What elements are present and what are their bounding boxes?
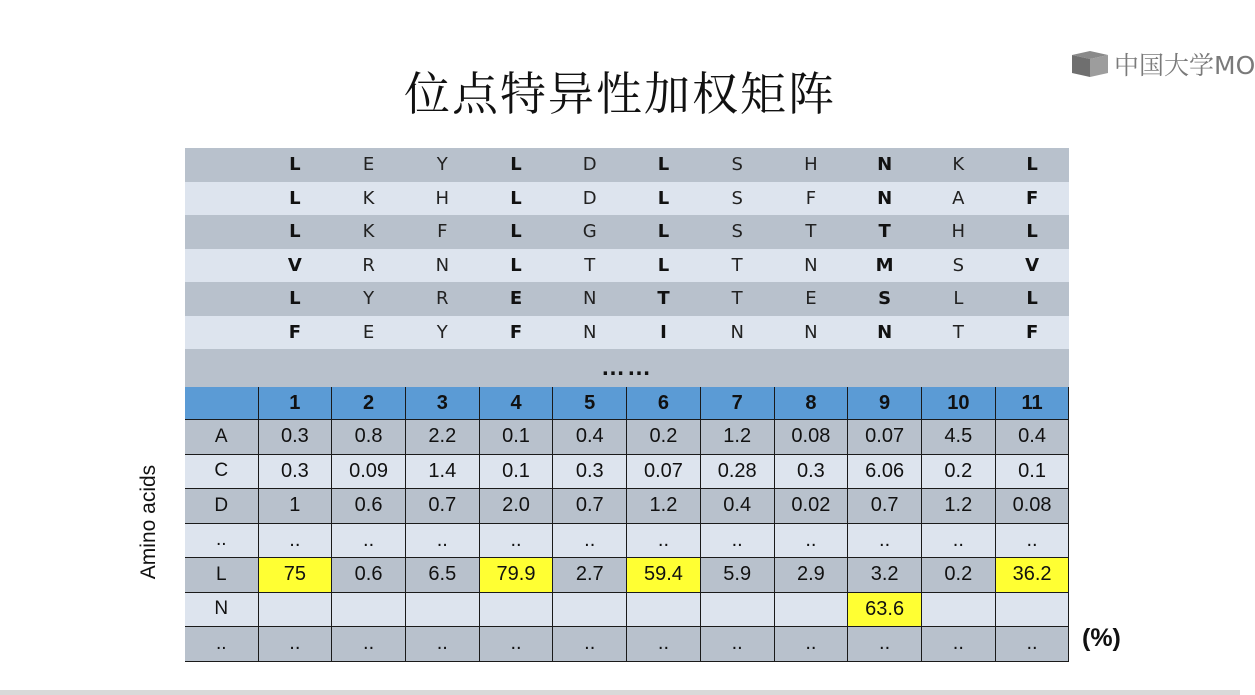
- sequence-residue: L: [479, 249, 553, 283]
- matrix-cell: 0.09: [332, 454, 406, 489]
- sequence-residue: N: [848, 182, 922, 216]
- sequence-residue: N: [774, 316, 848, 350]
- position-header: 7: [700, 387, 774, 420]
- sequence-row: [185, 215, 1069, 249]
- sequence-residue: T: [627, 282, 701, 316]
- sequence-residue: T: [553, 249, 627, 283]
- matrix-cell: ..: [774, 523, 848, 558]
- matrix-cell: 0.4: [553, 420, 627, 455]
- matrix-cell: 0.6: [332, 489, 406, 524]
- matrix-cell: ..: [258, 523, 332, 558]
- sequence-residue: L: [627, 182, 701, 216]
- mooc-logo-icon: [1070, 49, 1110, 79]
- sequence-residue: Y: [332, 282, 406, 316]
- matrix-cell: 4.5: [921, 420, 995, 455]
- matrix-cell: 0.6: [332, 558, 406, 593]
- matrix-cell: 0.3: [774, 454, 848, 489]
- matrix-cell: 6.06: [848, 454, 922, 489]
- matrix-cell: ..: [479, 523, 553, 558]
- matrix-row: [185, 523, 1069, 558]
- sequence-row-spacer: [185, 249, 258, 283]
- matrix-cell: 63.6: [848, 592, 922, 627]
- matrix-cell: 0.1: [995, 454, 1069, 489]
- amino-acid-label: L: [185, 558, 258, 593]
- weight-matrix: [185, 387, 1069, 662]
- sequence-residue: R: [332, 249, 406, 283]
- position-header: 2: [332, 387, 406, 420]
- sequence-residue: L: [995, 215, 1069, 249]
- matrix-cell: ..: [627, 523, 701, 558]
- matrix-cell: 0.2: [921, 558, 995, 593]
- sequence-row: [185, 249, 1069, 283]
- sequence-residue: N: [848, 148, 922, 182]
- sequence-residue: V: [995, 249, 1069, 283]
- matrix-cell: 2.2: [405, 420, 479, 455]
- matrix-cell: 79.9: [479, 558, 553, 593]
- sequence-residue: L: [995, 282, 1069, 316]
- sequence-residue: T: [774, 215, 848, 249]
- sequence-row: [185, 148, 1069, 182]
- matrix-cell: 5.9: [700, 558, 774, 593]
- sequence-residue: K: [332, 215, 406, 249]
- sequence-residue: L: [258, 182, 332, 216]
- position-header: 4: [479, 387, 553, 420]
- matrix-cell: 0.1: [479, 420, 553, 455]
- matrix-cell: 0.07: [848, 420, 922, 455]
- sequence-residue: L: [627, 249, 701, 283]
- sequence-residue: H: [921, 215, 995, 249]
- matrix-cell: 0.3: [258, 454, 332, 489]
- sequence-residue: L: [258, 282, 332, 316]
- sequence-residue: F: [995, 316, 1069, 350]
- sequence-residue: L: [479, 182, 553, 216]
- sequence-residue: E: [332, 148, 406, 182]
- matrix-cell: 2.9: [774, 558, 848, 593]
- slide-title: 位点特异性加权矩阵: [404, 67, 836, 121]
- sequence-residue: D: [553, 182, 627, 216]
- sequence-row: [185, 282, 1069, 316]
- matrix-cell: 0.3: [553, 454, 627, 489]
- sequence-residue: L: [627, 215, 701, 249]
- matrix-cell: 0.28: [700, 454, 774, 489]
- matrix-cell: 1: [258, 489, 332, 524]
- matrix-cell: 3.2: [848, 558, 922, 593]
- matrix-cell: 0.02: [774, 489, 848, 524]
- amino-acid-label: C: [185, 454, 258, 489]
- matrix-cell: 0.7: [553, 489, 627, 524]
- matrix-row: [185, 489, 1069, 524]
- sequence-row-spacer: [185, 148, 258, 182]
- matrix-cell: 2.0: [479, 489, 553, 524]
- sequence-residue: N: [405, 249, 479, 283]
- sequence-residue: N: [848, 316, 922, 350]
- matrix-cell: 0.08: [995, 489, 1069, 524]
- matrix-cell: [921, 592, 995, 627]
- y-axis-label: Amino acids: [137, 464, 161, 580]
- bottom-band: [0, 690, 1240, 695]
- matrix-cell: ..: [921, 627, 995, 662]
- sequence-residue: L: [258, 215, 332, 249]
- matrix-cell: 0.8: [332, 420, 406, 455]
- sequence-residue: F: [479, 316, 553, 350]
- sequence-residue: L: [479, 148, 553, 182]
- matrix-cell: ..: [774, 627, 848, 662]
- sequence-residue: T: [700, 282, 774, 316]
- sequence-residue: K: [921, 148, 995, 182]
- amino-acid-label: A: [185, 420, 258, 455]
- sequence-row-spacer: [185, 282, 258, 316]
- watermark-text: 中国大学MO: [1114, 51, 1255, 80]
- sequence-row-spacer: [185, 182, 258, 216]
- header-corner: [185, 387, 258, 420]
- matrix-cell: [553, 592, 627, 627]
- matrix-cell: ..: [848, 523, 922, 558]
- sequence-residue: T: [921, 316, 995, 350]
- sequence-residue: A: [921, 182, 995, 216]
- sequence-row-spacer: [185, 215, 258, 249]
- position-header: 8: [774, 387, 848, 420]
- matrix-row: [185, 454, 1069, 489]
- sequence-residue: S: [921, 249, 995, 283]
- sequence-residue: K: [332, 182, 406, 216]
- matrix-cell: ..: [405, 627, 479, 662]
- matrix-cell: ..: [258, 627, 332, 662]
- matrix-cell: 2.7: [553, 558, 627, 593]
- matrix-cell: [774, 592, 848, 627]
- matrix-cell: ..: [553, 523, 627, 558]
- position-header: 9: [848, 387, 922, 420]
- matrix-cell: 0.4: [995, 420, 1069, 455]
- position-header: 5: [553, 387, 627, 420]
- sequence-residue: N: [774, 249, 848, 283]
- sequence-residue: L: [995, 148, 1069, 182]
- matrix-cell: ..: [627, 627, 701, 662]
- matrix-cell: ..: [332, 627, 406, 662]
- y-axis-label-container: [133, 452, 165, 592]
- matrix-cell: [700, 592, 774, 627]
- matrix-cell: 59.4: [627, 558, 701, 593]
- matrix-cell: 1.2: [921, 489, 995, 524]
- matrix-cell: 0.4: [700, 489, 774, 524]
- matrix-cell: 1.2: [627, 489, 701, 524]
- sequence-residue: N: [553, 282, 627, 316]
- position-header-row: [185, 387, 1069, 420]
- sequence-residue: S: [700, 182, 774, 216]
- sequence-residue: S: [848, 282, 922, 316]
- matrix-row: [185, 558, 1069, 593]
- amino-acid-label: D: [185, 489, 258, 524]
- sequence-residue: F: [774, 182, 848, 216]
- position-header: 6: [627, 387, 701, 420]
- sequence-residue: F: [258, 316, 332, 350]
- position-header: 1: [258, 387, 332, 420]
- matrix-cell: ..: [479, 627, 553, 662]
- sequence-residue: F: [995, 182, 1069, 216]
- sequence-ellipsis: ……: [185, 349, 1069, 387]
- sequence-row-spacer: [185, 316, 258, 350]
- matrix-cell: ..: [921, 523, 995, 558]
- matrix-row: [185, 627, 1069, 662]
- matrix-cell: [258, 592, 332, 627]
- sequence-residue: F: [405, 215, 479, 249]
- matrix-cell: [627, 592, 701, 627]
- sequence-residue: E: [479, 282, 553, 316]
- sequence-row: [185, 182, 1069, 216]
- sequence-row: [185, 316, 1069, 350]
- matrix-cell: ..: [995, 523, 1069, 558]
- matrix-cell: 36.2: [995, 558, 1069, 593]
- matrix-row: [185, 592, 1069, 627]
- matrix-cell: [332, 592, 406, 627]
- sequence-residue: T: [700, 249, 774, 283]
- sequence-residue: L: [258, 148, 332, 182]
- matrix-cell: 0.7: [405, 489, 479, 524]
- matrix-cell: ..: [405, 523, 479, 558]
- matrix-cell: 0.7: [848, 489, 922, 524]
- sequence-residue: L: [921, 282, 995, 316]
- sequence-alignment: [185, 148, 1069, 349]
- sequence-residue: S: [700, 148, 774, 182]
- sequence-residue: N: [700, 316, 774, 350]
- sequence-residue: T: [848, 215, 922, 249]
- sequence-residue: S: [700, 215, 774, 249]
- matrix-cell: [995, 592, 1069, 627]
- matrix-cell: 6.5: [405, 558, 479, 593]
- matrix-cell: 1.2: [700, 420, 774, 455]
- sequence-residue: M: [848, 249, 922, 283]
- matrix-cell: 1.4: [405, 454, 479, 489]
- mooc-watermark: [1070, 48, 1255, 80]
- matrix-cell: 0.1: [479, 454, 553, 489]
- matrix-cell: ..: [332, 523, 406, 558]
- sequence-residue: E: [332, 316, 406, 350]
- matrix-cell: ..: [848, 627, 922, 662]
- matrix-cell: 75: [258, 558, 332, 593]
- sequence-residue: L: [479, 215, 553, 249]
- amino-acid-label: ..: [185, 627, 258, 662]
- sequence-residue: D: [553, 148, 627, 182]
- unit-label: (%): [1082, 624, 1121, 652]
- sequence-residue: R: [405, 282, 479, 316]
- matrix-cell: ..: [553, 627, 627, 662]
- matrix-cell: [405, 592, 479, 627]
- sequence-residue: I: [627, 316, 701, 350]
- amino-acid-label: ..: [185, 523, 258, 558]
- sequence-residue: L: [627, 148, 701, 182]
- matrix-cell: [479, 592, 553, 627]
- position-header: 11: [995, 387, 1069, 420]
- sequence-residue: N: [553, 316, 627, 350]
- sequence-residue: Y: [405, 316, 479, 350]
- matrix-cell: 0.2: [627, 420, 701, 455]
- sequence-residue: E: [774, 282, 848, 316]
- position-header: 10: [921, 387, 995, 420]
- sequence-residue: H: [774, 148, 848, 182]
- position-header: 3: [405, 387, 479, 420]
- sequence-residue: V: [258, 249, 332, 283]
- matrix-cell: ..: [700, 627, 774, 662]
- sequence-residue: Y: [405, 148, 479, 182]
- matrix-row: [185, 420, 1069, 455]
- amino-acid-label: N: [185, 592, 258, 627]
- matrix-cell: ..: [700, 523, 774, 558]
- matrix-cell: 0.2: [921, 454, 995, 489]
- sequence-residue: G: [553, 215, 627, 249]
- matrix-cell: 0.07: [627, 454, 701, 489]
- matrix-cell: 0.3: [258, 420, 332, 455]
- matrix-cell: ..: [995, 627, 1069, 662]
- sequence-residue: H: [405, 182, 479, 216]
- matrix-cell: 0.08: [774, 420, 848, 455]
